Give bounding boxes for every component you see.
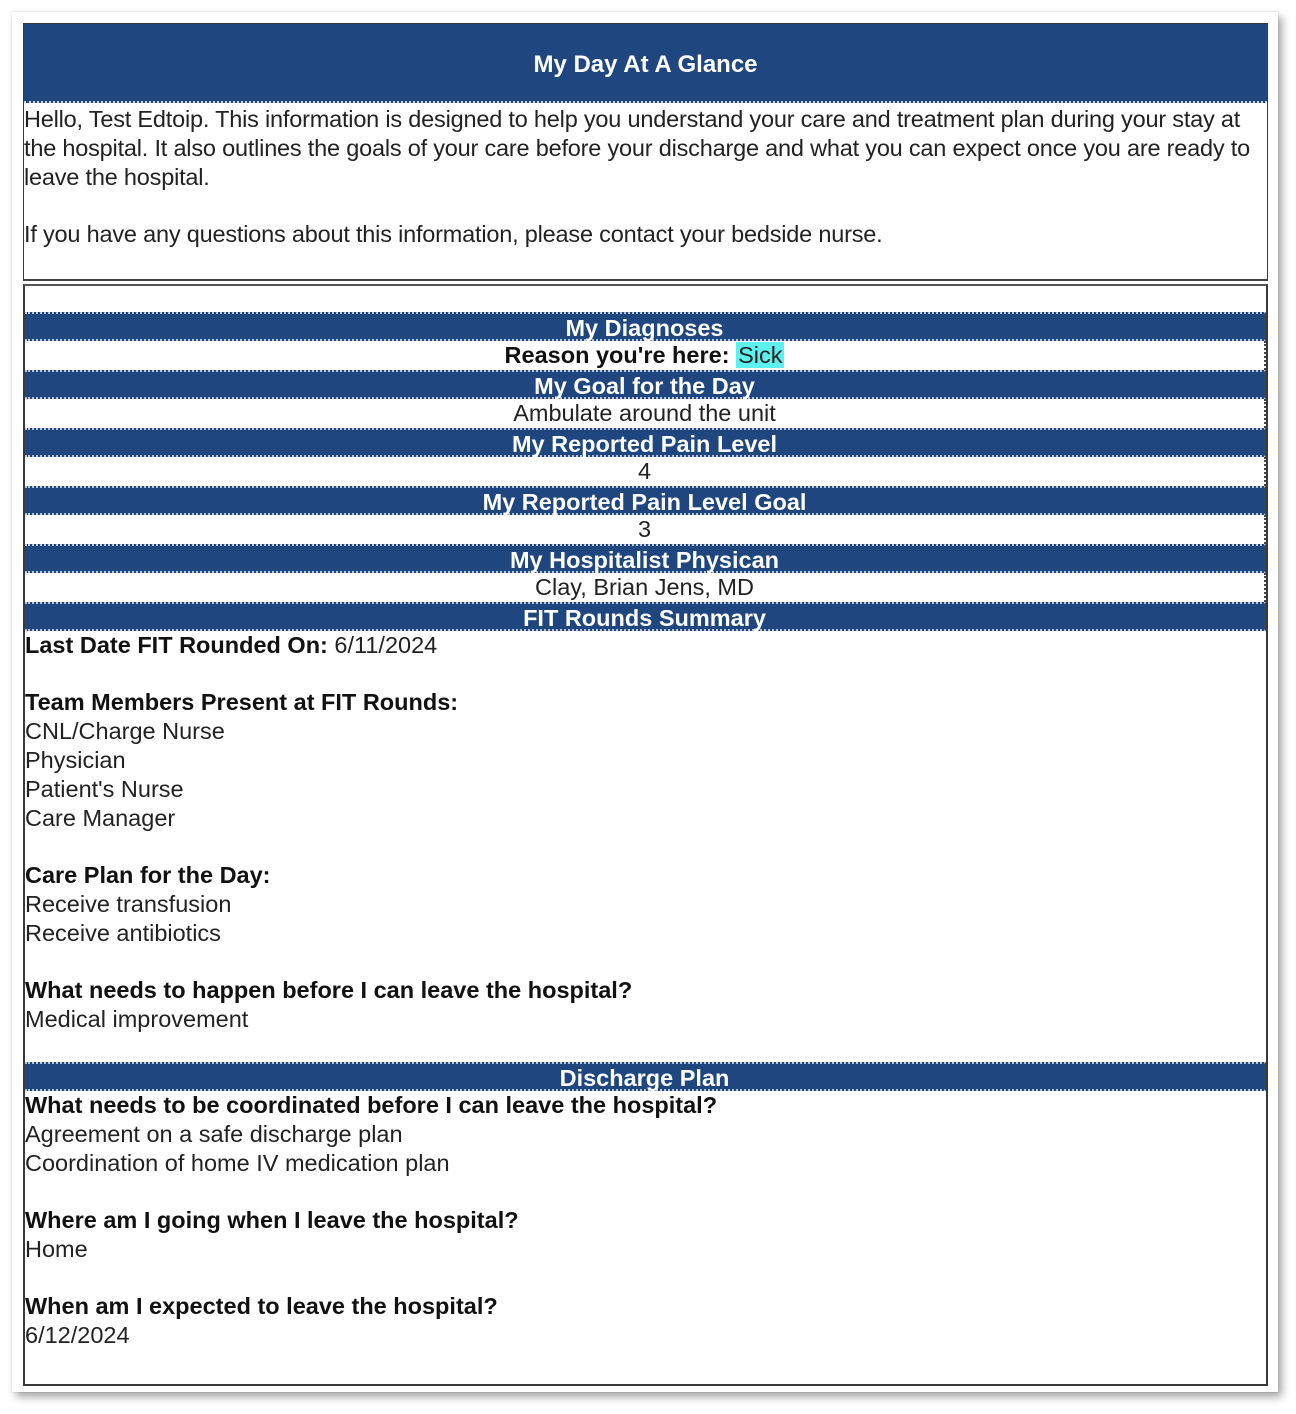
- when-value: 6/12/2024: [25, 1322, 130, 1348]
- pain-level-value: 4: [25, 457, 1266, 486]
- fit-rounds-section: [25, 631, 1266, 1062]
- physician-value: Clay, Brian Jens, MD: [25, 573, 1266, 602]
- intro-contact-note: If you have any questions about this information, please contact your bedside nurse.: [24, 221, 883, 247]
- last-date-value: 6/11/2024: [334, 632, 438, 658]
- when-heading: When am I expected to leave the hospital?: [25, 1293, 498, 1319]
- fit-rounds-header: FIT Rounds Summary: [25, 602, 1266, 631]
- intro-paragraph: Hello, Test Edtoip. This information is designed to help you understand your care and treatment plan during your stay at the hospital. It also outlines the goals of your care before your discharge and what you can expect once you are ready to leave the hospital.: [24, 106, 1250, 190]
- care-plan-item: Receive antibiotics: [25, 920, 221, 946]
- care-plan-item: Receive transfusion: [25, 891, 232, 917]
- coordinated-item: Coordination of home IV medication plan: [25, 1150, 450, 1176]
- team-members-heading: Team Members Present at FIT Rounds:: [25, 689, 459, 715]
- coordinated-heading: What needs to be coordinated before I can leave the hospital?: [25, 1092, 718, 1118]
- team-member: Physician: [25, 747, 126, 773]
- team-member: Care Manager: [25, 805, 176, 831]
- page-title: My Day At A Glance: [24, 24, 1267, 103]
- goal-header: My Goal for the Day: [25, 370, 1266, 399]
- goal-value: Ambulate around the unit: [25, 399, 1266, 428]
- before-leave-item: Medical improvement: [25, 1006, 249, 1032]
- coordinated-item: Agreement on a safe discharge plan: [25, 1121, 403, 1147]
- care-summary: [23, 284, 1268, 1386]
- pain-goal-value: 3: [25, 515, 1266, 544]
- where-value: Home: [25, 1236, 88, 1262]
- diagnosis-row: [25, 341, 1266, 370]
- pain-level-header: My Reported Pain Level: [25, 428, 1266, 457]
- last-date-label: Last Date FIT Rounded On:: [25, 632, 328, 658]
- document: [23, 23, 1268, 1386]
- team-member: Patient's Nurse: [25, 776, 184, 802]
- reason-label: Reason you're here:: [504, 342, 730, 368]
- before-leave-heading: What needs to happen before I can leave the hospital?: [25, 977, 633, 1003]
- reason-value: Sick: [738, 342, 783, 368]
- physician-header: My Hospitalist Physican: [25, 544, 1266, 573]
- last-date-row: [25, 631, 1266, 660]
- discharge-section: [25, 1091, 1266, 1350]
- diagnoses-header: My Diagnoses: [25, 312, 1266, 341]
- care-plan-heading: Care Plan for the Day:: [25, 862, 271, 888]
- title-block: [23, 23, 1268, 281]
- team-member: CNL/Charge Nurse: [25, 718, 225, 744]
- pain-goal-header: My Reported Pain Level Goal: [25, 486, 1266, 515]
- discharge-plan-header: Discharge Plan: [25, 1062, 1266, 1091]
- where-heading: Where am I going when I leave the hospital?: [25, 1207, 519, 1233]
- intro-text: [24, 103, 1267, 249]
